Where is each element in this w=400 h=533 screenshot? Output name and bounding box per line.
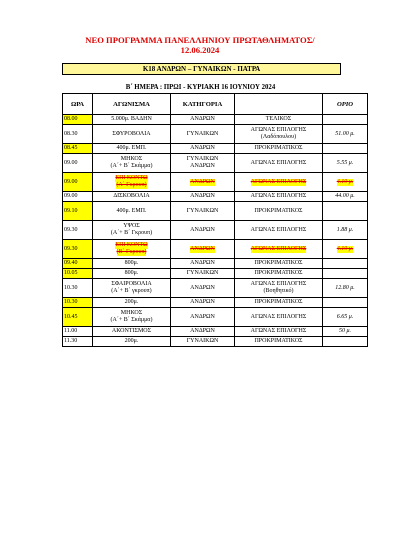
cell-event-line: ΕΠΙ ΚΟΝΤΩ <box>115 175 148 181</box>
cell-event <box>93 308 171 327</box>
cell-event <box>93 337 171 347</box>
cell-category-line: ΓΥΝΑΙΚΩΝ <box>186 156 219 162</box>
cell-limit <box>323 337 368 347</box>
cell-phase <box>235 240 323 259</box>
cell-category <box>171 221 235 240</box>
cell-phase-line: ΠΡΟΚΡΙΜΑΤΙΚΟΣ <box>254 270 303 276</box>
cell-event <box>93 202 171 221</box>
table-row <box>63 115 368 125</box>
cell-event-line: 5.000μ. ΒΑΔΗΝ <box>111 116 152 122</box>
cell-category-line: ΑΝΔΡΩΝ <box>190 226 215 233</box>
cell-phase-line: ΠΡΟΚΡΙΜΑΤΙΚΟΣ <box>254 207 303 214</box>
cell-phase <box>235 125 323 144</box>
cell-time: 09.30 <box>63 221 93 240</box>
cell-limit <box>323 259 368 269</box>
cell-limit-value: 4.10 μ. <box>336 245 354 252</box>
cell-time: 10.30 <box>63 298 93 308</box>
cell-event-line: ΔΙΣΚΟΒΟΛΙΑ <box>113 193 150 199</box>
cell-category-line: ΑΝΔΡΩΝ <box>190 145 215 151</box>
cell-time: 09.00 <box>63 173 93 192</box>
cell-event-line: ΕΠΙ ΚΟΝΤΩ <box>115 242 148 248</box>
cell-category-line: ΑΝΔΡΩΝ <box>190 260 215 266</box>
cell-limit <box>323 144 368 154</box>
cell-category <box>171 154 235 173</box>
cell-category <box>171 115 235 125</box>
cell-phase <box>235 298 323 308</box>
cell-event-line: ΣΦΑΙΡΟΒΟΛΙΑ <box>111 281 152 287</box>
cell-event-line: (Α΄+ Β΄ Γκρουπ) <box>110 230 153 236</box>
document-title: ΝΕΟ ΠΡΟΓΡΑΜΜΑ ΠΑΝΕΛΛΗΝΙΟΥ ΠΡΩΤΑΘΛΗΜΑΤΟΣ/ <box>85 35 315 45</box>
cell-phase-line: ΑΓΩΝΑΣ ΕΠΙΛΟΓΗΣ <box>250 178 307 185</box>
table-row <box>63 279 368 298</box>
cell-limit-value: 51.00 μ. <box>335 130 355 137</box>
cell-category-line: ΓΥΝΑΙΚΩΝ <box>186 270 219 276</box>
cell-category <box>171 202 235 221</box>
cell-event-line: (Α΄+ Β΄ Σκάμμα) <box>110 163 153 169</box>
column-header-limit: ΟΡΙΟ <box>323 94 368 115</box>
cell-phase-line: ΠΡΟΚΡΙΜΑΤΙΚΟΣ <box>254 145 303 151</box>
cell-event <box>93 115 171 125</box>
cell-limit <box>323 154 368 173</box>
cell-category <box>171 125 235 144</box>
cell-event-line: 800μ. <box>124 260 139 266</box>
cell-event <box>93 173 171 192</box>
cell-phase <box>235 308 323 327</box>
table-row <box>63 240 368 259</box>
cell-phase-line: ΑΓΩΝΑΣ ΕΠΙΛΟΓΗΣ <box>250 127 307 133</box>
cell-event-line: 200μ. <box>124 299 139 305</box>
cell-phase-line: ΑΓΩΝΑΣ ΕΠΙΛΟΓΗΣ <box>250 281 307 287</box>
table-row <box>63 202 368 221</box>
cell-category <box>171 269 235 279</box>
column-header-event: ΑΓΩΝΙΣΜΑ <box>93 94 171 115</box>
table-header-row <box>63 94 368 115</box>
cell-limit <box>323 269 368 279</box>
table-row <box>63 125 368 144</box>
cell-category-line: ΓΥΝΑΙΚΩΝ <box>186 130 219 137</box>
cell-category-line: ΓΥΝΑΙΚΩΝ <box>186 207 219 214</box>
cell-time: 09.40 <box>63 259 93 269</box>
cell-category-line: ΓΥΝΑΙΚΩΝ <box>186 338 219 344</box>
cell-category-line: ΑΝΔΡΩΝ <box>190 116 215 122</box>
cell-limit <box>323 308 368 327</box>
cell-time: 09.30 <box>63 240 93 259</box>
cell-event-line: ΣΦΥΡΟΒΟΛΙΑ <box>112 130 151 137</box>
cell-limit-value: 12.80 μ. <box>335 284 355 291</box>
cell-category <box>171 173 235 192</box>
category-banner: Κ18 ΑΝΔΡΩΝ – ΓΥΝΑΙΚΩΝ - ΠΑΤΡΑ <box>62 63 341 75</box>
column-header-time: ΩΡΑ <box>63 94 93 115</box>
cell-phase <box>235 192 323 202</box>
table-row <box>63 173 368 192</box>
cell-limit <box>323 298 368 308</box>
cell-event <box>93 125 171 144</box>
cell-category <box>171 337 235 347</box>
cell-limit-value: 44.00 μ. <box>335 193 355 199</box>
cell-category <box>171 192 235 202</box>
cell-phase <box>235 279 323 298</box>
cell-phase <box>235 221 323 240</box>
cell-limit <box>323 115 368 125</box>
cell-time: 10.05 <box>63 269 93 279</box>
cell-time: 10.45 <box>63 308 93 327</box>
cell-time: 10.30 <box>63 279 93 298</box>
cell-phase-line: ΑΓΩΝΑΣ ΕΠΙΛΟΓΗΣ <box>250 193 307 199</box>
cell-phase <box>235 269 323 279</box>
table-row <box>63 154 368 173</box>
cell-event-line: (Α΄+ Β΄ γκρουπ) <box>111 288 152 294</box>
cell-event <box>93 154 171 173</box>
cell-category-line: ΑΝΔΡΩΝ <box>190 178 215 185</box>
cell-event-line: 400μ. ΕΜΠ. <box>116 207 147 214</box>
table-row <box>63 144 368 154</box>
cell-event <box>93 240 171 259</box>
cell-phase-line: ΠΡΟΚΡΙΜΑΤΙΚΟΣ <box>254 260 303 266</box>
column-header-category: ΚΑΤΗΓΟΡΙΑ <box>171 94 235 115</box>
cell-phase-line: (Λαδόπουλου) <box>260 134 297 140</box>
cell-event-line: ΥΨΟΣ <box>123 223 140 229</box>
cell-phase-line: ΤΕΛΙΚΟΣ <box>265 116 292 122</box>
cell-phase-line: ΠΡΟΚΡΙΜΑΤΙΚΟΣ <box>254 299 303 305</box>
cell-limit <box>323 173 368 192</box>
cell-event-line: ΜΗΚΟΣ <box>120 310 143 316</box>
cell-phase-line: ΠΡΟΚΡΙΜΑΤΙΚΟΣ <box>254 338 303 344</box>
cell-phase <box>235 202 323 221</box>
table-row <box>63 192 368 202</box>
cell-event <box>93 221 171 240</box>
cell-phase <box>235 337 323 347</box>
cell-category <box>171 240 235 259</box>
cell-time: 08.30 <box>63 125 93 144</box>
cell-event-line: (Α΄ Γκρουπ) <box>116 182 147 188</box>
cell-category-line: ΑΝΔΡΩΝ <box>190 163 215 169</box>
cell-limit-value: 50 μ. <box>338 328 351 334</box>
table-row <box>63 298 368 308</box>
cell-limit-value: 1.88 μ. <box>336 226 354 233</box>
cell-category <box>171 308 235 327</box>
cell-category-line: ΑΝΔΡΩΝ <box>190 193 215 199</box>
cell-event <box>93 269 171 279</box>
cell-time: 08.00 <box>63 115 93 125</box>
cell-event <box>93 144 171 154</box>
column-header-phase <box>235 94 323 115</box>
cell-category <box>171 279 235 298</box>
cell-phase <box>235 327 323 337</box>
cell-limit <box>323 192 368 202</box>
cell-event <box>93 279 171 298</box>
cell-category-line: ΑΝΔΡΩΝ <box>190 313 215 320</box>
cell-limit-value: 5.55 μ. <box>336 159 354 166</box>
day-heading: Β΄ ΗΜΕΡΑ : ΠΡΩΙ - ΚΥΡΙΑΚΗ 16 ΙΟΥΝΙΟΥ 2024 <box>125 84 276 91</box>
cell-event-line: 400μ. ΕΜΠ. <box>116 145 147 151</box>
cell-limit <box>323 240 368 259</box>
cell-category <box>171 327 235 337</box>
cell-phase <box>235 144 323 154</box>
cell-event-line: 800μ. <box>124 270 139 276</box>
cell-time: 09.00 <box>63 192 93 202</box>
cell-event-line: (Β΄ Γκρουπ) <box>116 249 147 255</box>
cell-time: 11.00 <box>63 327 93 337</box>
cell-time: 08.45 <box>63 144 93 154</box>
cell-category <box>171 144 235 154</box>
cell-time: 11.30 <box>63 337 93 347</box>
cell-event-line: ΜΗΚΟΣ <box>120 156 143 162</box>
cell-limit <box>323 125 368 144</box>
cell-category <box>171 259 235 269</box>
cell-phase-line: ΑΓΩΝΑΣ ΕΠΙΛΟΓΗΣ <box>250 328 307 334</box>
cell-phase-line: ΑΓΩΝΑΣ ΕΠΙΛΟΓΗΣ <box>250 226 307 233</box>
cell-time: 09.10 <box>63 202 93 221</box>
cell-phase <box>235 154 323 173</box>
cell-limit <box>323 279 368 298</box>
cell-phase <box>235 115 323 125</box>
cell-phase <box>235 259 323 269</box>
cell-phase-line: ΑΓΩΝΑΣ ΕΠΙΛΟΓΗΣ <box>250 245 307 252</box>
cell-phase-line: ΑΓΩΝΑΣ ΕΠΙΛΟΓΗΣ <box>250 313 307 320</box>
cell-limit <box>323 221 368 240</box>
table-row <box>63 308 368 327</box>
cell-category <box>171 298 235 308</box>
cell-event <box>93 192 171 202</box>
cell-limit-value: 6.65 μ. <box>336 313 354 320</box>
table-row <box>63 269 368 279</box>
cell-event <box>93 298 171 308</box>
cell-phase-line: (Βοηθητικό) <box>263 288 294 294</box>
document-date: 12.06.2024 <box>180 45 220 55</box>
cell-category-line: ΑΝΔΡΩΝ <box>190 299 215 305</box>
table-row <box>63 337 368 347</box>
table-row <box>63 221 368 240</box>
cell-category-line: ΑΝΔΡΩΝ <box>190 328 215 334</box>
table-row <box>63 327 368 337</box>
cell-limit <box>323 202 368 221</box>
cell-limit <box>323 327 368 337</box>
cell-time: 09.00 <box>63 154 93 173</box>
schedule-table <box>62 93 368 347</box>
cell-phase <box>235 173 323 192</box>
cell-event <box>93 259 171 269</box>
cell-phase-line: ΑΓΩΝΑΣ ΕΠΙΛΟΓΗΣ <box>250 159 307 166</box>
cell-event-line: 200μ. <box>124 338 139 344</box>
cell-event <box>93 327 171 337</box>
cell-event-line: (Α΄+ Β΄ Σκάμμα) <box>110 317 153 323</box>
cell-category-line: ΑΝΔΡΩΝ <box>190 245 215 252</box>
table-row <box>63 259 368 269</box>
cell-event-line: ΑΚΟΝΤΙΣΜΟΣ <box>111 328 152 334</box>
cell-category-line: ΑΝΔΡΩΝ <box>190 284 215 291</box>
cell-limit-value: 4.10 μ. <box>336 178 354 185</box>
